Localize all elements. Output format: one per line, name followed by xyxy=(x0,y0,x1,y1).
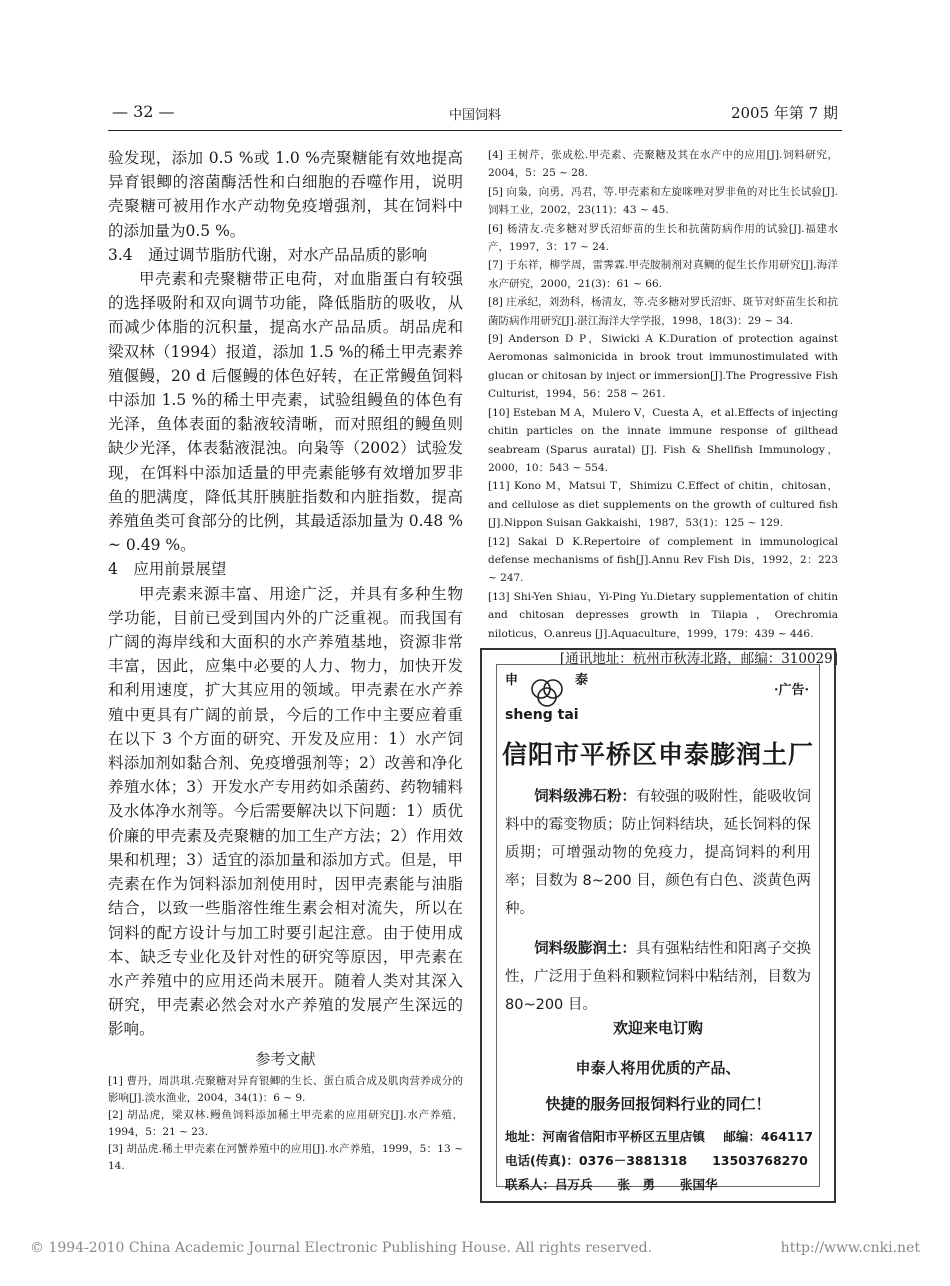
ad-welcome: 欢迎来电订购 xyxy=(612,1019,703,1037)
ad-tag: ·广告· xyxy=(773,683,809,698)
issue-label: 2005 年第 7 期 xyxy=(730,104,838,122)
reference-item: [11] Kono M，Matsui T，Shimizu C.Effect of chitin，chitosan，and cellulose as diet supplements on the growth of cultured fish [J].Nippon Suisan Gakkaishi，1987，53(1)：125 ~ 129. xyxy=(488,480,838,530)
ad-bentonite-head: 饲料级膨润土： xyxy=(534,941,637,957)
logo-char-right: 泰 xyxy=(575,673,589,688)
ad-logo-english: sheng tai xyxy=(505,707,579,723)
ad-bentonite-body: 具有强粘结性和阳离子交换性，广泛用于鱼料和颗粒饲料中粘结剂，目数为 80~200 目。 xyxy=(505,941,812,1013)
ad-slogan-2: 快捷的服务回报饲料行业的同仁！ xyxy=(545,1095,771,1113)
ad-zip: 邮编：464117 xyxy=(723,1129,813,1144)
footer-url[interactable]: http://www.cnki.net xyxy=(780,1240,920,1256)
ad-paragraph-bentonite xyxy=(505,935,811,1019)
copyright-text: © 1994-2010 China Academic Journal Electronic Publishing House. All rights reserved. xyxy=(30,1240,653,1256)
references-title: 参考文献 xyxy=(255,1049,316,1068)
page-footer xyxy=(30,1240,920,1256)
reference-item: [3] 胡品虎.稀土甲壳素在河蟹养殖中的应用[J].水产养殖，1999，5：13 ~ 14. xyxy=(108,1142,463,1172)
paragraph-3: 甲壳素来源丰富、用途广泛，并具有多种生物学功能，目前已受到国内外的广泛重视。而我国有广阔的海岸线和大面积的水产养殖基地，资源非常丰富，因此，应集中必要的人力、物力，加快开发和利用速度，扩大其应用的领域。甲壳素在水产养殖中更具有广阔的前景，今后的工作中主要应着重在以下 3 个方面的研究、开发及应用：1）水产饲料添加剂如黏合剂、免疫增强剂等；2）改善和净化养殖水体；3）开发水产专用药如杀菌药、药物辅料及水体净水剂等。今后需要解决以下问题：1）质优价廉的甲壳素及壳聚糖的加工生产方法；2）作用效果和机理；3）适宜的添加量和添加方式。但是，甲壳素在作为饲料添加剂使用时，因甲壳素能与油脂结合，以致一些脂溶性维生素会相对流失，所以在饲料的配方设计与加工时要引起注意。由于使用成本、缺乏专业化及针对性的研究等原因，甲壳素在水产养殖中的应用还尚未展开。随着人类对其深入研究，甲壳素必然会对水产养殖的发展产生深远的影响。 xyxy=(108,584,463,1039)
reference-item: [12] Sakai D K.Repertoire of complement in immunological defense mechanisms of fish[J].Annu Rev Fish Dis，1992，2：223 ~ 247. xyxy=(488,535,838,585)
reference-item: [7] 于东祥，柳学周，雷霁霖.甲壳胺制剂对真鲷的促生长作用研究[J].海洋水产研究，2000，21(3)：61 ~ 66. xyxy=(488,259,838,290)
section-heading-3-4: 3.4 通过调节脂肪代谢，对水产品品质的影响 xyxy=(108,245,428,264)
reference-item: [9] Anderson D P，Siwicki A K.Duration of protection against Aeromonas salmonicida in brook trout immunostimulated with glucan or chitosan by inject or immersion[J].The Progressive Fish Culturist，1994，56：258 ~ 261. xyxy=(488,333,838,401)
journal-name: 中国饲料 xyxy=(448,108,501,123)
ad-contacts: 联系人：吕万兵 张 勇 张国华 xyxy=(505,1177,718,1192)
ad-zeolite-head: 饲料级沸石粉： xyxy=(534,789,637,805)
logo-rings-icon xyxy=(529,677,573,707)
logo-char-left: 申 xyxy=(505,673,519,688)
right-column xyxy=(488,146,838,667)
ad-phone: 电话(传真)：0376－3881318 13503768270 xyxy=(505,1153,808,1168)
reference-item: [1] 曹丹，周洪琪.壳聚糖对异育银鲫的生长、蛋白质合成及肌肉营养成分的影响[J].淡水渔业，2004，34(1)：6 ~ 9. xyxy=(108,1074,463,1104)
page-number: — 32 — xyxy=(112,102,175,121)
reference-item: [13] Shi-Yen Shiau，Yi-Ping Yu.Dietary supplementation of chitin and chitosan depresses growth in Tilapia，Orechromia niloticus，O.anreus [J].Aquaculture，1999，179：439 ~ 446. xyxy=(488,590,838,640)
reference-item: [2] 胡品虎，梁双林.鳗鱼饲料添加稀土甲壳素的应用研究[J].水产养殖，1994，5：21 ~ 23. xyxy=(108,1108,463,1138)
reference-item: [10] Esteban M A，Mulero V，Cuesta A，et al.Effects of injecting chitin particles on the innate immune response of gilthead seabream (Sparus auratal) [J]. Fish & Shellfish Immunology，2000，10：543 ~ 554. xyxy=(488,406,838,474)
author-address: [通讯地址：杭州市秋涛北路，邮编：310029] xyxy=(559,650,838,667)
reference-item: [4] 王树芹，张成松.甲壳素、壳聚糖及其在水产中的应用[J].饲料研究，2004，5：25 ~ 28. xyxy=(488,149,838,180)
left-column xyxy=(108,146,463,1175)
ad-address-line xyxy=(505,1127,813,1145)
ad-slogan-1: 申泰人将用优质的产品、 xyxy=(575,1059,741,1077)
section-heading-4: 4 应用前景展望 xyxy=(108,560,227,579)
paragraph-2: 甲壳素和壳聚糖带正电荷，对血脂蛋白有较强的选择吸附和双向调节功能，降低脂肪的吸收，从而减少体脂的沉积量，提高水产品品质。胡品虎和梁双林（1994）报道，添加 1.5 %的稀土甲壳素养殖偃鳗，20 d 后偃鳗的体色好转，在正常鳗鱼饲料中添加 1.5 %的稀土甲壳素，试验组鳗鱼的体色有光泽，鱼体表面的黏液较清晰，而对照组的鳗鱼则缺少光泽，体表黏液混浊。向枭等（2002）试验发现，在饵料中添加适量的甲壳素能够有效增加罗非鱼的肥满度，降低其肝胰脏指数和内脏指数，提高养殖鱼类可食部分的比例，其最适添加量为 0.48 % ~ 0.49 %。 xyxy=(108,270,463,555)
reference-item: [6] 杨清友.壳多糖对罗氏沼虾苗的生长和抗菌防病作用的试验[J].福建水产，1997，3：17 ~ 24. xyxy=(488,222,838,254)
ad-address: 地址：河南省信阳市平桥区五里店镇 xyxy=(505,1129,706,1144)
reference-item: [5] 向枭，向勇，冯君，等.甲壳素和左旋咪唑对罗非鱼的对比生长试验[J].饲料工业，2002，23(11)：43 ~ 45. xyxy=(488,185,838,217)
ad-paragraph-zeolite xyxy=(505,783,811,923)
ad-zeolite-body: 有较强的吸附性，能吸收饲料中的霉变物质；防止饲料结块，延长饲料的保质期；可增强动物的免疫力，提高饲料的利用率；目数为 8~200 目，颜色有白色、淡黄色两种。 xyxy=(505,789,812,917)
ad-logo xyxy=(505,669,588,707)
reference-item: [8] 庄承纪，刘劲科，杨清友，等.壳多糖对罗氏沼虾、斑节对虾苗生长和抗菌防病作用研究[J].湛江海洋大学学报，1998，18(3)：29 ~ 34. xyxy=(488,296,838,327)
ad-inner-border xyxy=(496,664,820,1192)
advertisement-box xyxy=(480,648,836,1203)
page-header xyxy=(108,96,842,131)
paragraph-1: 验发现，添加 0.5 %或 1.0 %壳聚糖能有效地提高异育银鲫的溶菌酶活性和白细胞的吞噬作用，说明壳聚糖可被用作水产动物免疫增强剂，其在饲料中的添加量为0.5 %。 xyxy=(108,149,463,240)
ad-company-title: 信阳市平桥区申泰膨润土厂 xyxy=(501,740,814,769)
